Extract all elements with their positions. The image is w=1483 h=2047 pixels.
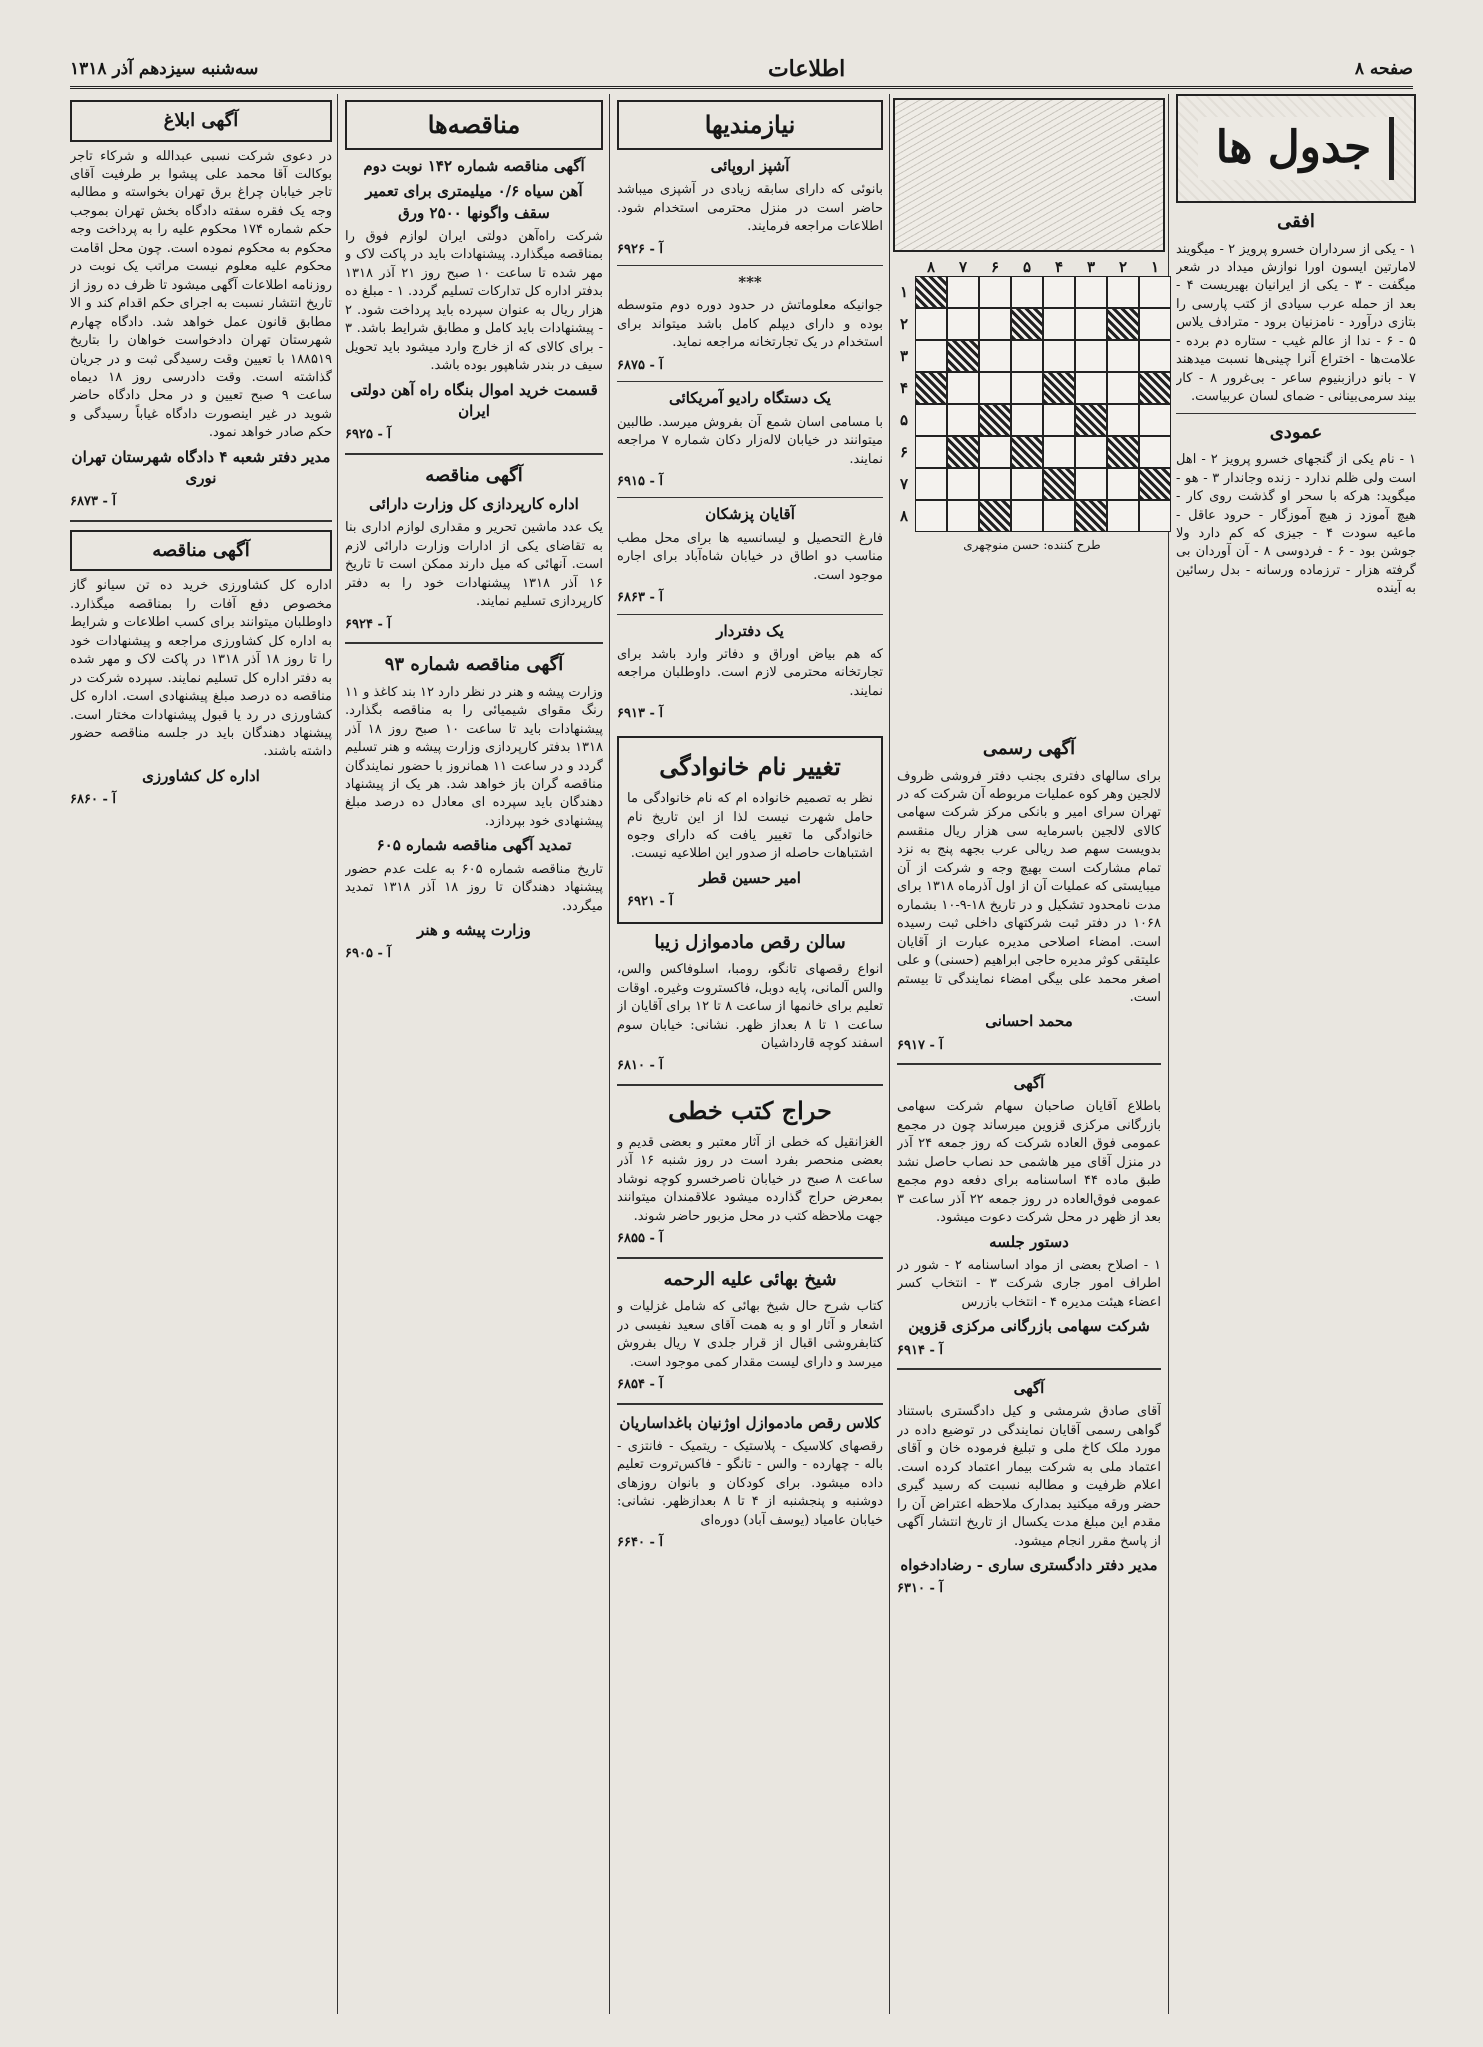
grid-cell [915,500,947,532]
grid-cell [1139,404,1171,436]
grid-cell-black [915,372,947,404]
down-clues: ۱ - نام یکی از گنجهای خسرو پرویز ۲ - اهل است ولی ظلم ندارد - زنده وجاندار ۳ - هو - میگوید: هرکه با سحر او گذشت روی کار - هیچ آموزد ز هیچ آموزگار - حرود عاقل - ماعیه سودت ۴ - جیزی که کم دارد ولا جوشن بود - ۶ - فردوسی ۸ - آن آوردان بی گرفته هزار - ترزماده ورسانه - بدل رسائین به آینده [1176,452,1416,597]
grid-cell [1011,404,1043,436]
paper-name: اطلاعات [767,56,846,82]
grid-cell-black [1011,308,1043,340]
classified-body: جوانیکه معلوماتش در حدود دوره دوم متوسطه بوده و دارای دیپلم کامل باشد میتواند برای استخدام در یک تجارتخانه مراجعه نماید. [617,298,883,351]
grid-column-number: ۱ [1150,258,1160,276]
grid-cell [1075,308,1107,340]
grid-cell [1139,308,1171,340]
grid-cell-black [1043,372,1075,404]
grid-cell [1075,468,1107,500]
grid-cell-black [1139,372,1171,404]
rasmi-sign: محمد احسانی [985,1012,1073,1031]
grid-row [893,468,1171,500]
masthead [70,52,1413,89]
tender1-sign: قسمت خرید اموال بنگاه راه آهن دولتی ایران [350,380,598,420]
grid-cell [1043,404,1075,436]
grid-cell [1139,500,1171,532]
classified-body: با مسامی اسان شمع آن بفروش میرسد. طالبین میتوانند در خیابان لاله‌زار دکان شماره ۷ مراجعه نمایند. [617,414,883,467]
grid-cell [915,308,947,340]
grid-column-number: ۳ [1086,258,1096,276]
rasmi-body: برای سالهای دفتری بجنب دفتر فروشی ظروف لالجین وهر کوه عملیات مربوطه آن شرکت که در تهران سرای امیر و بانکی مرکز شرکت سهامی کالای لالجین باسرمایه سی هزار ریال منقسم بدویست سهم صد ریالی عرب بجهه پنج به نزد تمام مشارکت است بهیچ وجه و شرکت از آن میبایستی که عملیات آن از اول آذرماه ۱۳۱۸ برای مدت نامحدود تشکیل و در تاریخ ۱۸-۹-۱۰ بشماره ۱۰۶۸ در دفتر ثبت شرکتهای داخلی ثبت رسیده است. امضاء اصلاحی مدیره عبارت از آقایان علیتقی کوثر مدیره حاجی ابراهیم (حسنی) و علی اصغر محمد علی بیگی امضاء نمایندگی تا بیستم است. [897,768,1161,1005]
taghyir-code: آ - ۶۹۲۱ [627,894,673,910]
grid-cell [1139,436,1171,468]
taghyir-title: تغییر نام خانوادگی [659,752,841,781]
grid-cell-black [979,404,1011,436]
grid-column-number: ۵ [1022,258,1032,276]
notices-column [70,94,332,2014]
crossword-title: جدول ها [1198,117,1394,179]
notice2-code: آ - ۶۳۱۰ [897,1581,943,1597]
agenda-sign: شرکت سهامی بازرگانی مرکزی قزوین [908,1317,1150,1336]
grid-row [893,500,1171,532]
grid-row-number: ۴ [899,379,909,397]
classified-code: آ - ۶۹۱۳ [617,706,663,722]
sheikh-title: شیخ بهائی علیه الرحمه [663,1268,837,1290]
tender3-code: آ - ۶۹۰۵ [345,946,391,962]
classifieds-list [617,156,883,724]
taghyir-sign: امیر حسین قطر [699,868,801,887]
tender3-sign: وزارت پیشه و هنر [417,921,531,940]
grid-cell [979,468,1011,500]
class-title: کلاس رقص مادموازل اوژنیان باغداساریان [619,1413,881,1432]
taghyir-box [617,736,883,924]
dance-title: سالن رقص مادموازل زیبا [654,931,846,953]
grid-column-numbers [893,258,1171,276]
across-title: افقی [1277,211,1315,232]
hiraj-code: آ - ۶۸۵۵ [617,1231,663,1247]
column-rule [337,94,338,2014]
grid-row-number: ۶ [899,443,909,461]
class-body: رقصهای کلاسیک - پلاستیک - ریتمیک - فانتزی - باله - چهارده - والس - تانگو - فاکس‌تروت تعلیم داده میشود. برای کودکان و بانوان روزهای دوشنبه و پنجشنبه از ۴ تا ۸ بعدازظهر. نشانی: خیابان عامیاد (یوسف آباد) دوره‌ای [617,1438,883,1528]
grid-cell [1043,276,1075,308]
grid-cell-black [979,500,1011,532]
grid-row [893,436,1171,468]
grid-cell [1011,372,1043,404]
grid-cell [1075,372,1107,404]
classified-code: آ - ۶۹۱۵ [617,473,663,489]
ablagh-code: آ - ۶۸۷۳ [70,494,116,510]
tender2-title: آگهی مناقصه [425,464,523,486]
tender2-code: آ - ۶۹۲۴ [345,616,391,632]
column-rule [889,94,890,2014]
grid-row-number: ۷ [899,475,909,493]
grid-cell-black [947,436,979,468]
ablagh-title: آگهی ابلاغ [70,100,332,142]
agenda-code: آ - ۶۹۱۴ [897,1342,943,1358]
classified-body: که هم بیاض اوراق و دفاتر وارد باشد برای تجارتخانه محترمی لازم است. داوطلبان مراجعه نمایند. [617,646,883,699]
monaghese-body: اداره کل کشاورزی خرید ده تن سیانو گاز مخصوص دفع آفات را بمناقصه میگذارد. داوطلبان میتوانند برای کسب اطلاعات و شرایط به اداره کل کشاورزی مراجعه و پیشنهادات خود را تا روز ۱۸ آذر ۱۳۱۸ در پاکت لاک و مهر شده به دفتر اداره کل تسلیم نمایند. سپرده شرکت در مناقصه ده درصد مبلغ پیشنهادی است. اداره کل کشاورزی در رد یا قبول پیشنهادات مختار است. پیشنهاد دهندگان باید در جلسه مناقصه حضور داشته باشند. [70,578,332,760]
dance-code: آ - ۶۸۱۰ [617,1058,663,1074]
grid-cell [1107,404,1139,436]
grid-cell [947,500,979,532]
notice-body: باطلاع آقایان صاحبان سهام شرکت سهامی بازرگانی مرکزی قزوین میرساند چون در مجمع عمومی فوق العاده شرکت که روز جمعه ۲۴ آذر در منزل آقای میر هاشمی حد نصاب حاصل نشد طبق ماده ۴۴ اساسنامه برای دفعه دوم مجمع عمومی فوق‌العاده در روز جمعه ۲۲ آذر ساعت ۳ بعد از ظهر در محل شرکت دعوت میشود. [897,1099,1161,1226]
grid-row [893,340,1171,372]
grid-cell [979,276,1011,308]
classified-code: آ - ۶۹۲۶ [617,241,663,257]
grid-cell [1139,276,1171,308]
grid-row-number: ۵ [899,411,909,429]
grid-cell [1107,500,1139,532]
grid-column-number: ۲ [1118,258,1128,276]
grid-row-number: ۱ [899,283,909,301]
grid-row [893,372,1171,404]
grid-cell-black [1107,308,1139,340]
grid-cell [915,404,947,436]
grid-cell [1075,436,1107,468]
tender1-title: آگهی مناقصه شماره ۱۴۲ نوبت دوم [363,157,585,176]
grid-cell-black [915,276,947,308]
rasmi-code: آ - ۶۹۱۷ [897,1037,943,1053]
issue-date: سه‌شنبه سیزدهم آذر ۱۳۱۸ [70,59,259,79]
grid-cell [947,404,979,436]
grid-cell [1043,340,1075,372]
grid-cell [915,468,947,500]
grid-cell-black [1075,500,1107,532]
classifieds-title: نیازمندیها [617,100,883,150]
classified-body: بانوئی که دارای سابقه زیادی در آشپزی میباشد حاضر است در منزل محترمی استخدام شود. اطلاعات مراجعه فرمایند. [617,182,883,235]
grid-column-number: ۴ [1054,258,1064,276]
grid-cell [979,340,1011,372]
tender1-subtitle: آهن سیاه ۰/۶ میلیمتری برای تعمیر سقف واگونها ۲۵۰۰ ورق [365,182,583,222]
grid-cell [1011,500,1043,532]
grid-cell [1075,276,1107,308]
grid-cell [1107,372,1139,404]
crossword-decoration [893,98,1165,252]
column-2b [617,730,883,2014]
grid-cell [1107,340,1139,372]
grid-row-number: ۲ [899,315,909,333]
grid-cell-black [1043,468,1075,500]
grid-column-number: ۷ [958,258,968,276]
crossword-designer: طرح کننده: حسن منوچهری [963,538,1101,552]
dance-body: انواع رقصهای تانگو، رومبا، اسلوفاکس والس، والس آلمانی، پایه دوبل، فاکستروت وغیره. اوقات تعلیم برای خانمها از ساعت ۸ تا ۱۲ برای آقایان از ساعت ۱ تا ۸ بعداز ظهر. نشانی: خیابان سوم اسفند کوچه قارداشیان [617,962,883,1051]
classified-heading: *** [738,273,762,292]
tenders-title: مناقصه‌ها [345,100,603,150]
grid-cell [1011,276,1043,308]
grid-cell [947,308,979,340]
grid-cell [947,276,979,308]
tender1-code: آ - ۶۹۲۵ [345,427,391,443]
crossword-column [1176,94,1416,2014]
grid-cell-black [947,340,979,372]
agenda: ۱ - اصلاح بعضی از مواد اساسنامه ۲ - شور در اطراف امور جاری شرکت ۳ - انتخاب کسر اعضاء هیئت مدیره ۴ - انتخاب بازرس [897,1257,1161,1310]
classifieds-column [617,94,883,724]
notice2-title: آگهی [1013,1379,1045,1398]
column-rule [609,94,610,2014]
classified-heading: آشپز اروپائی [710,157,790,176]
classified-code: آ - ۶۸۶۳ [617,590,663,606]
classified-heading: آقایان پزشکان [705,505,795,524]
ablagh-sign: مدیر دفتر شعبه ۴ دادگاه شهرستان تهران نوری [71,447,331,488]
rasmi-title: آگهی رسمی [982,738,1076,759]
tender3-subtitle: تمدید آگهی مناقصه شماره ۶۰۵ [376,836,572,855]
classified-heading: یک دفتردار [716,621,784,640]
monaghese-code: آ - ۶۸۶۰ [70,792,116,808]
crossword-block [893,98,1165,698]
grid-cell [947,372,979,404]
classified-heading: یک دستگاه رادیو آمریکائی [669,389,831,408]
grid-cell-black [1139,468,1171,500]
grid-cell [1107,276,1139,308]
grid-row-number: ۸ [899,507,909,525]
grid-column-number: ۶ [990,258,1000,276]
page-number: صفحه ۸ [1354,59,1413,79]
classified-code: آ - ۶۸۷۵ [617,357,663,373]
grid-cell [1107,468,1139,500]
tender3-body: وزارت پیشه و هنر در نظر دارد ۱۲ بند کاغذ و ۱۱ رنگ مقوای شیمیائی را به مناقصه بگذارد. پیشنهادات باید تا ساعت ۱۰ صبح روز ۱۸ آذر ۱۳۱۸ بدفتر کارپردازی وزارت پیشه و هنر تسلیم گردد و در ساعت ۱۱ همانروز با حضور نمایندگان مناقصه گران باز خواهد شد. هر یک از پیشنهاد دهندگان باید سپرده ای معادل ده درصد مبلغ پیشنهادی خود بپردازد. [345,684,603,829]
grid-row [893,276,1171,308]
grid-cell-black [1075,404,1107,436]
monaghese-title: آگهی مناقصه [70,530,332,572]
grid-cell [915,436,947,468]
grid-column-number: ۸ [926,258,936,276]
tender2-subtitle: اداره کارپردازی کل وزارت دارائی [369,495,579,514]
grid-row [893,404,1171,436]
sheikh-code: آ - ۶۸۵۴ [617,1377,663,1393]
grid-cell [1075,340,1107,372]
grid-cell [979,308,1011,340]
grid-cell [1043,308,1075,340]
grid-cell [979,436,1011,468]
grid-cell [1011,468,1043,500]
hiraj-title: حراج کتب خطی [668,1095,832,1125]
grid-cell [979,372,1011,404]
grid-cell-black [1107,436,1139,468]
crossword-title-box [1176,94,1416,203]
grid-cell [1139,340,1171,372]
grid-cell [1043,436,1075,468]
grid-cell [1043,500,1075,532]
crossword-grid [893,258,1171,552]
notice2-body: آقای صادق شرمشی و کیل دادگستری باستناد گواهی رسمی آقایان نمایندگی در توضیع داده در مورد ملک کاخ ملی و تبلیغ فرموده خان و آقای اعتماد ملی به شرکت بیمار اعتماد کرده است. اعلام ظرفیت و مطالبه نسبت که رسید گیری حضر ورقه میکنید بمدارک ملاحظه اعتراض آن را مقدم این مبلغ مدت یکسال از تاریخ انتشار آگهی از پاسخ مقرر انجام میشود. [897,1404,1161,1549]
taghyir-body: نظر به تصمیم خانواده ام که نام خانوادگی ما حامل شهرت نیست لذا از این تاریخ نام خانوادگی ما تغییر یافت که دارای وجوه اشتباهات حاصله از صدور این اطلاعیه نیست. [627,791,873,862]
across-clues: ۱ - یکی از سرداران خسرو پرویز ۲ - میگویند لامارتین ایسون اورا نوازش میداد در شعر میگفت - ۳ - یکی از ایرانیان بهیریست ۴ - بعد از حمله عرب سیادی از کتب پارسی را بتازی درآورد - نامزنیان برود - مترادف یلاس ۵ - ۶ - ندا از عالم غیب - ستاره دم برده - علامت‌ها - اختراع آنرا چینی‌ها نسبت میدهند ۷ - بانو درازبنیوم ساعر - بی‌غرور ۸ - کار بیند سرمی‌بینانی - ضمای لسان عربیاست. [1176,241,1416,405]
grid-cell [947,468,979,500]
column-2 [897,730,1161,2014]
grid-row [893,308,1171,340]
tenders-column [345,94,603,2014]
grid-cell [915,340,947,372]
class-code: آ - ۶۶۴۰ [617,1535,663,1551]
grid-row-number: ۳ [899,347,909,365]
grid-cell-black [1011,436,1043,468]
notice2-sign: مدیر دفتر دادگستری ساری - رضادادخواه [900,1555,1158,1574]
ablagh-body: در دعوی شرکت نسبی عبدالله و شرکاء تاجر بوکالت آقا محمد علی پیشوا بر طرفیت آقای تاجر خیابان چراغ برق تهران بخواسته و مطالبه وجه یک فقره سفته دادگاه بخش تهران بموجب حکم شماره ۱۷۴ محکوم علیه را به پرداخت وجه محکوم به محکوم نموده است. چون محل اقامت محکوم علیه معلوم نیست مراتب یک نوبت در روزنامه اطلاعات آگهی میشود تا ظرف ده روز از تاریخ انتشار نسبت به اجرای حکم اقدام کند و الا مطابق قانون عمل خواهد شد. دادگاه چهارم شهرستان تهران دادخواست خواهان را بتاریخ ۱۸۸۵۱۹ با تعیین وقت رسیدگی ثبت و در جریان گذاشته است. وقت دادرسی روز ۱۸ دیماه ساعت ۹ صبح تعیین و در محل دادگاه حاضر شوید در غیر اینصورت دادگاه غیاباً رسیدگی و حکم صادر خواهد نمود. [70,148,332,441]
monaghese-sign: اداره کل کشاورزی [142,766,260,785]
agenda-title: دستور جلسه [989,1232,1069,1251]
sheikh-body: کتاب شرح حال شیخ بهائی که شامل غزلیات و اشعار و آثار او و به همت آقای سعید نفیسی در کتابفروشی اقبال از قرار جلدی ۷ ریال بفروش میرسد و دارای لیست مقدار کمی موجود است. [617,1299,883,1370]
grid-cell [1011,340,1043,372]
down-title: عمودی [1269,421,1323,443]
tender2-body: یک عدد ماشین تحریر و مقداری لوازم اداری بنا به تقاضای یکی از ادارات وزارت دارائی لازم است. آنهائی که میل دارند ممکن است تا تاریخ ۱۶ آذر ۱۳۱۸ پیشنهادات خود را به دفتر کارپردازی تسلیم نمایند. [345,520,603,610]
notice-title: آگهی [1013,1074,1045,1093]
tender3-title: آگهی مناقصه شماره ۹۳ [384,654,564,676]
classified-body: فارغ التحصیل و لیسانسیه ها برای محل مطب مناسب دو اطاق در خیابان شاه‌آباد برای اجاره موجود است. [617,530,883,583]
tender1-body: شرکت راه‌آهن دولتی ایران لوازم فوق را بمناقصه میگذارد. پیشنهادات باید در پاکت لاک و مهر شده تا ساعت ۱۰ صبح روز ۲۱ آذر ۱۳۱۸ بدفتر اداره کل تدارکات تسلیم گردد. ۱ - مبلغ ده هزار ریال به عنوان سپرده باید پرداخت شود. ۲ - پیشنهادات باید کامل و مطابق شرایط باشد. ۳ - برای کالای که از خارج وارد میشود باید تحویل سیف در بندر شاهپور بوده باشد. [345,228,603,374]
hiraj-body: الغزانقیل که خطی از آثار معتبر و بعضی قدیم و بعضی منحصر بفرد است در روز شنبه ۱۶ آذر ساعت ۸ صبح در خیابان ناصرخسرو کوچه نوشاد بمعرض حراج گذارده میشود علاقمندان میتوانند جهت ملاحظه کتب در محل مزبور حاضر شوند. [617,1134,883,1224]
tender3-body2: تاریخ مناقصه شماره ۶۰۵ به علت عدم حضور پیشنهاد دهندگان تا روز ۱۸ آذر ۱۳۱۸ تمدید میگردد. [345,861,603,914]
